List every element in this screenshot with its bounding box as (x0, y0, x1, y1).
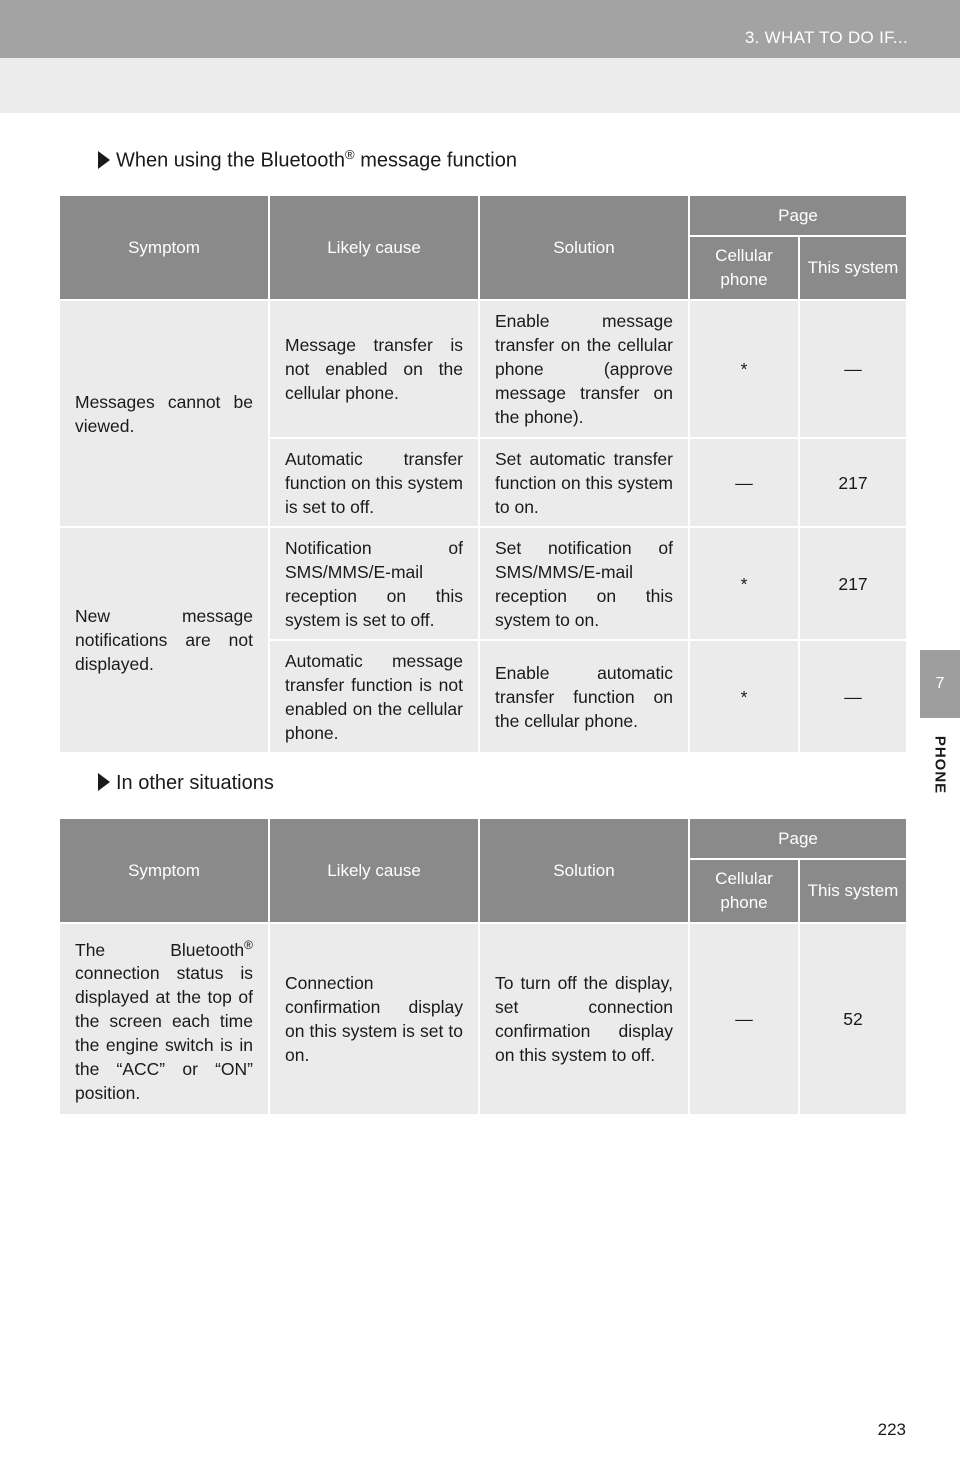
system-page-cell: 52 (800, 924, 906, 1116)
col-header-solution: Solution (480, 196, 690, 301)
col-header-solution: Solution (480, 819, 690, 924)
col-header-system: This system (800, 237, 906, 301)
symptom-cell: Messages cannot be viewed. (60, 301, 270, 528)
chapter-title: 3. WHAT TO DO IF... (744, 28, 908, 47)
system-page-cell: — (800, 301, 906, 439)
solution-cell: Set notification of SMS/MMS/E-mail reception on this system to on. (480, 528, 690, 641)
cause-cell: Automatic transfer function on this system is set to off. (270, 439, 480, 528)
solution-cell: Enable message transfer on the cellular phone (approve message transfer on the phone). (480, 301, 690, 439)
cellular-page-cell: — (690, 439, 800, 528)
chapter-label: PHONE (931, 735, 949, 795)
cause-cell: Message transfer is not enabled on the cellular phone. (270, 301, 480, 439)
cause-cell: Connection confirmation display on this system is set to on. (270, 924, 480, 1116)
cellular-page-cell: * (690, 641, 800, 754)
cellular-page-cell: * (690, 528, 800, 641)
bluetooth-message-table (60, 196, 906, 754)
solution-cell: Enable automatic transfer function on the cellular phone. (480, 641, 690, 754)
solution-cell: To turn off the display, set connection confirmation display on this system to off. (480, 924, 690, 1116)
col-header-page: Page (690, 196, 906, 237)
system-page-cell: 217 (800, 528, 906, 641)
symptom-cell: The Bluetooth® connection status is displayed at the top of the screen each time the engine switch is in the “ACC” or “ON” position. (60, 924, 270, 1116)
solution-cell: Set automatic transfer function on this system to on. (480, 439, 690, 528)
col-header-cellular: Cellular phone (690, 860, 800, 924)
system-page-cell: — (800, 641, 906, 754)
cellular-page-cell: — (690, 924, 800, 1116)
col-header-cause: Likely cause (270, 196, 480, 301)
col-header-cause: Likely cause (270, 819, 480, 924)
other-situations-table (60, 819, 906, 1116)
col-header-cellular: Cellular phone (690, 237, 800, 301)
page-number: 223 (877, 1420, 906, 1439)
symptom-cell: New message notifications are not displayed. (60, 528, 270, 754)
cause-cell: Automatic message transfer function is not enabled on the cellular phone. (270, 641, 480, 754)
col-header-system: This system (800, 860, 906, 924)
triangle-bullet-icon (98, 151, 110, 169)
section-heading-bluetooth-message: When using the Bluetooth® message function (98, 147, 517, 173)
cellular-page-cell: * (690, 301, 800, 439)
chapter-number: 7 (935, 675, 945, 692)
triangle-bullet-icon (98, 773, 110, 791)
col-header-page: Page (690, 819, 906, 860)
system-page-cell: 217 (800, 439, 906, 528)
header-band (0, 58, 960, 113)
cause-cell: Notification of SMS/MMS/E-mail reception on this system is set to off. (270, 528, 480, 641)
section-heading-other-situations: In other situations (98, 772, 274, 795)
chapter-tab (920, 650, 960, 718)
col-header-symptom: Symptom (60, 819, 270, 924)
col-header-symptom: Symptom (60, 196, 270, 301)
